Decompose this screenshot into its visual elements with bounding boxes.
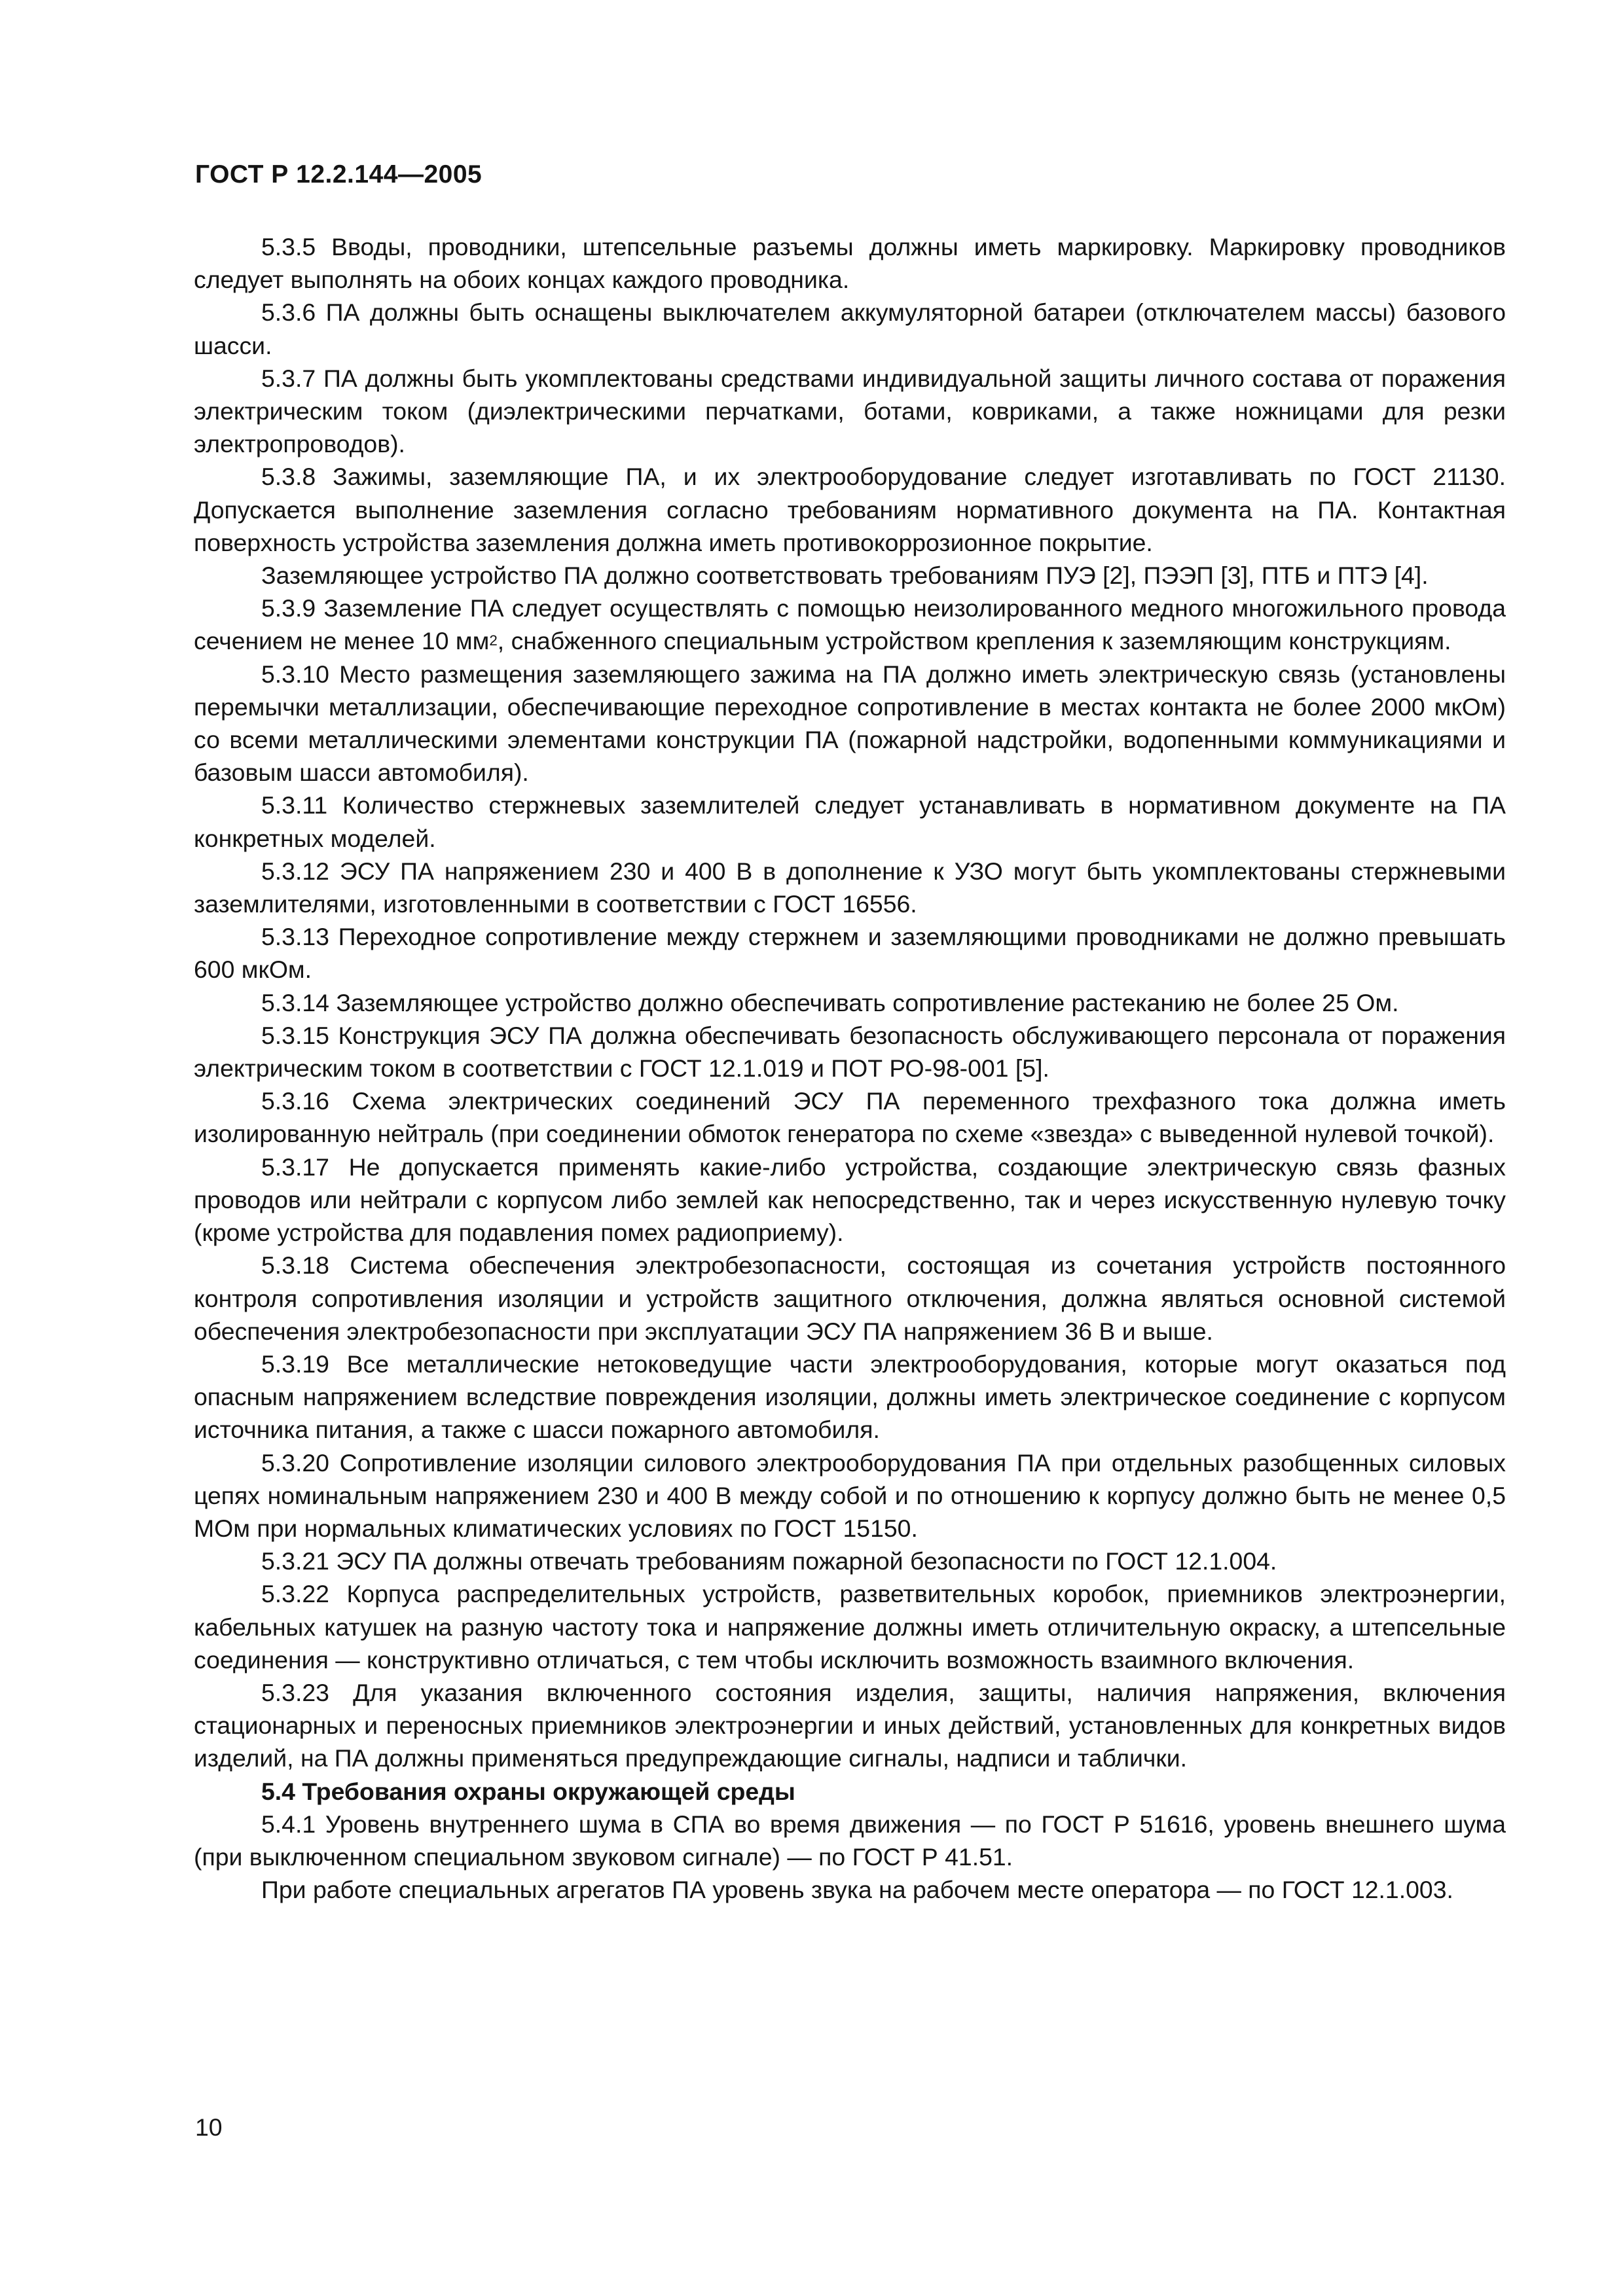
clause-5-3-22: 5.3.22 Корпуса распределительных устройств, разветвительных коробок, приемников электроэнергии, кабельных катушек на разную частоту тока и напряжение должны иметь отличительную окраску, а штепсельные соединения — конструктивно отличаться, с тем чтобы исключить возможность взаимного включения. xyxy=(194,1580,1506,1674)
clause-5-3-8: 5.3.8 Зажимы, заземляющие ПА, и их электрооборудование следует изготавливать по ГОСТ 21130. Допускается выполнение заземления согласно требованиям нормативного документа на ПА. Контактная поверхность устройства заземления должна иметь противокоррозионное покрытие. xyxy=(194,463,1506,556)
clause-5-3-10: 5.3.10 Место размещения заземляющего зажима на ПА должно иметь электрическую связь (установлены перемычки металлизации, обеспечивающие переходное сопротивление в местах контакта не более 2000 мкОм) со всеми металлическими элементами конструкции ПА (пожарной надстройки, водопенными коммуникациями и базовым шасси автомобиля). xyxy=(194,660,1506,787)
clause-5-3-17: 5.3.17 Не допускается применять какие-либо устройства, создающие электрическую связь фазных проводов или нейтрали с корпусом либо землей как непосредственно, так и через искусственную нулевую точку (кроме устройства для подавления помех радиоприему). xyxy=(194,1153,1506,1247)
clause-5-3-19: 5.3.19 Все металлические нетоковедущие части электрооборудования, которые могут оказаться под опасным напряжением вследствие повреждения изоляции, должны иметь электрическое соединение с корпусом источника питания, а также с шасси пожарного автомобиля. xyxy=(194,1350,1506,1444)
clause-5-3-11: 5.3.11 Количество стержневых заземлителей следует устанавливать в нормативном документе на ПА конкретных моделей. xyxy=(194,791,1506,852)
document-header: ГОСТ Р 12.2.144—2005 xyxy=(195,160,483,188)
clause-5-3-6: 5.3.6 ПА должны быть оснащены выключателем аккумуляторной батареи (отключателем массы) базового шасси. xyxy=(194,298,1506,359)
clause-5-3-9-text-a: 5.3.9 Заземление ПА следует осуществлять с помощью неизолированного медного многожильного провода сечением не менее 10 мм xyxy=(194,594,1506,655)
clause-5-3-5: 5.3.5 Вводы, проводники, штепсельные разъемы должны иметь маркировку. Маркировку проводников следует выполнять на обоих концах каждого проводника. xyxy=(194,233,1506,294)
superscript-2: 2 xyxy=(489,632,498,649)
document-body xyxy=(194,230,1506,1906)
clause-5-3-9-text-b: , снабженного специальным устройством крепления к заземляющим конструкциям. xyxy=(497,627,1451,655)
clause-5-3-14: 5.3.14 Заземляющее устройство должно обеспечивать сопротивление растеканию не более 25 Ом. xyxy=(261,988,1399,1016)
clause-5-3-16: 5.3.16 Схема электрических соединений ЭСУ ПА переменного трехфазного тока должна иметь изолированную нейтраль (при соединении обмоток генератора по схеме «звезда» с выведенной нулевой точкой). xyxy=(194,1087,1506,1148)
clause-5-3-18: 5.3.18 Система обеспечения электробезопасности, состоящая из сочетания устройств постоянного контроля сопротивления изоляции и устройств защитного отключения, должна являться основной системой обеспечения электробезопасности при эксплуатации ЭСУ ПА напряжением 36 В и выше. xyxy=(194,1251,1506,1345)
clause-5-3-20: 5.3.20 Сопротивление изоляции силового электрооборудования ПА при отдельных разобщенных силовых цепях номинальным напряжением 230 и 400 В между собой и по отношению к корпусу должно быть не менее 0,5 МОм при нормальных климатических условиях по ГОСТ 15150. xyxy=(194,1448,1506,1542)
clause-5-4-1-continued: При работе специальных агрегатов ПА уровень звука на рабочем месте оператора — по ГОСТ 12.1.003. xyxy=(261,1876,1453,1904)
clause-5-3-8-continued: Заземляющее устройство ПА должно соответствовать требованиям ПУЭ [2], ПЭЭП [3], ПТБ и ПТЭ [4]. xyxy=(261,562,1429,590)
clause-5-3-21: 5.3.21 ЭСУ ПА должны отвечать требованиям пожарной безопасности по ГОСТ 12.1.004. xyxy=(261,1547,1277,1575)
clause-5-3-23: 5.3.23 Для указания включенного состояния изделия, защиты, наличия напряжения, включения стационарных и переносных приемников электроэнергии и иных действий, установленных для конкретных видов изделий, на ПА должны применяться предупреждающие сигналы, надписи и таблички. xyxy=(194,1678,1506,1772)
clause-5-3-15: 5.3.15 Конструкция ЭСУ ПА должна обеспечивать безопасность обслуживающего персонала от поражения электрическим током в соответствии с ГОСТ 12.1.019 и ПОТ РО-98-001 [5]. xyxy=(194,1021,1506,1083)
clause-5-3-13: 5.3.13 Переходное сопротивление между стержнем и заземляющими проводниками не должно превышать 600 мкОм. xyxy=(194,923,1506,984)
section-heading-5-4: 5.4 Требования охраны окружающей среды xyxy=(261,1777,795,1805)
clause-5-4-1: 5.4.1 Уровень внутреннего шума в СПА во время движения — по ГОСТ Р 51616, уровень внешнего шума (при выключенном специальном звуковом сигнале) — по ГОСТ Р 41.51. xyxy=(194,1810,1506,1871)
clause-5-3-9 xyxy=(194,592,1506,657)
clause-5-3-7: 5.3.7 ПА должны быть укомплектованы средствами индивидуальной защиты личного состава от поражения электрическим током (диэлектрическими перчатками, ботами, ковриками, а также ножницами для резки электропроводов). xyxy=(194,364,1506,458)
page-number: 10 xyxy=(195,2113,223,2141)
clause-5-3-12: 5.3.12 ЭСУ ПА напряжением 230 и 400 В в дополнение к УЗО могут быть укомплектованы стержневыми заземлителями, изготовленными в соответствии с ГОСТ 16556. xyxy=(194,857,1506,918)
